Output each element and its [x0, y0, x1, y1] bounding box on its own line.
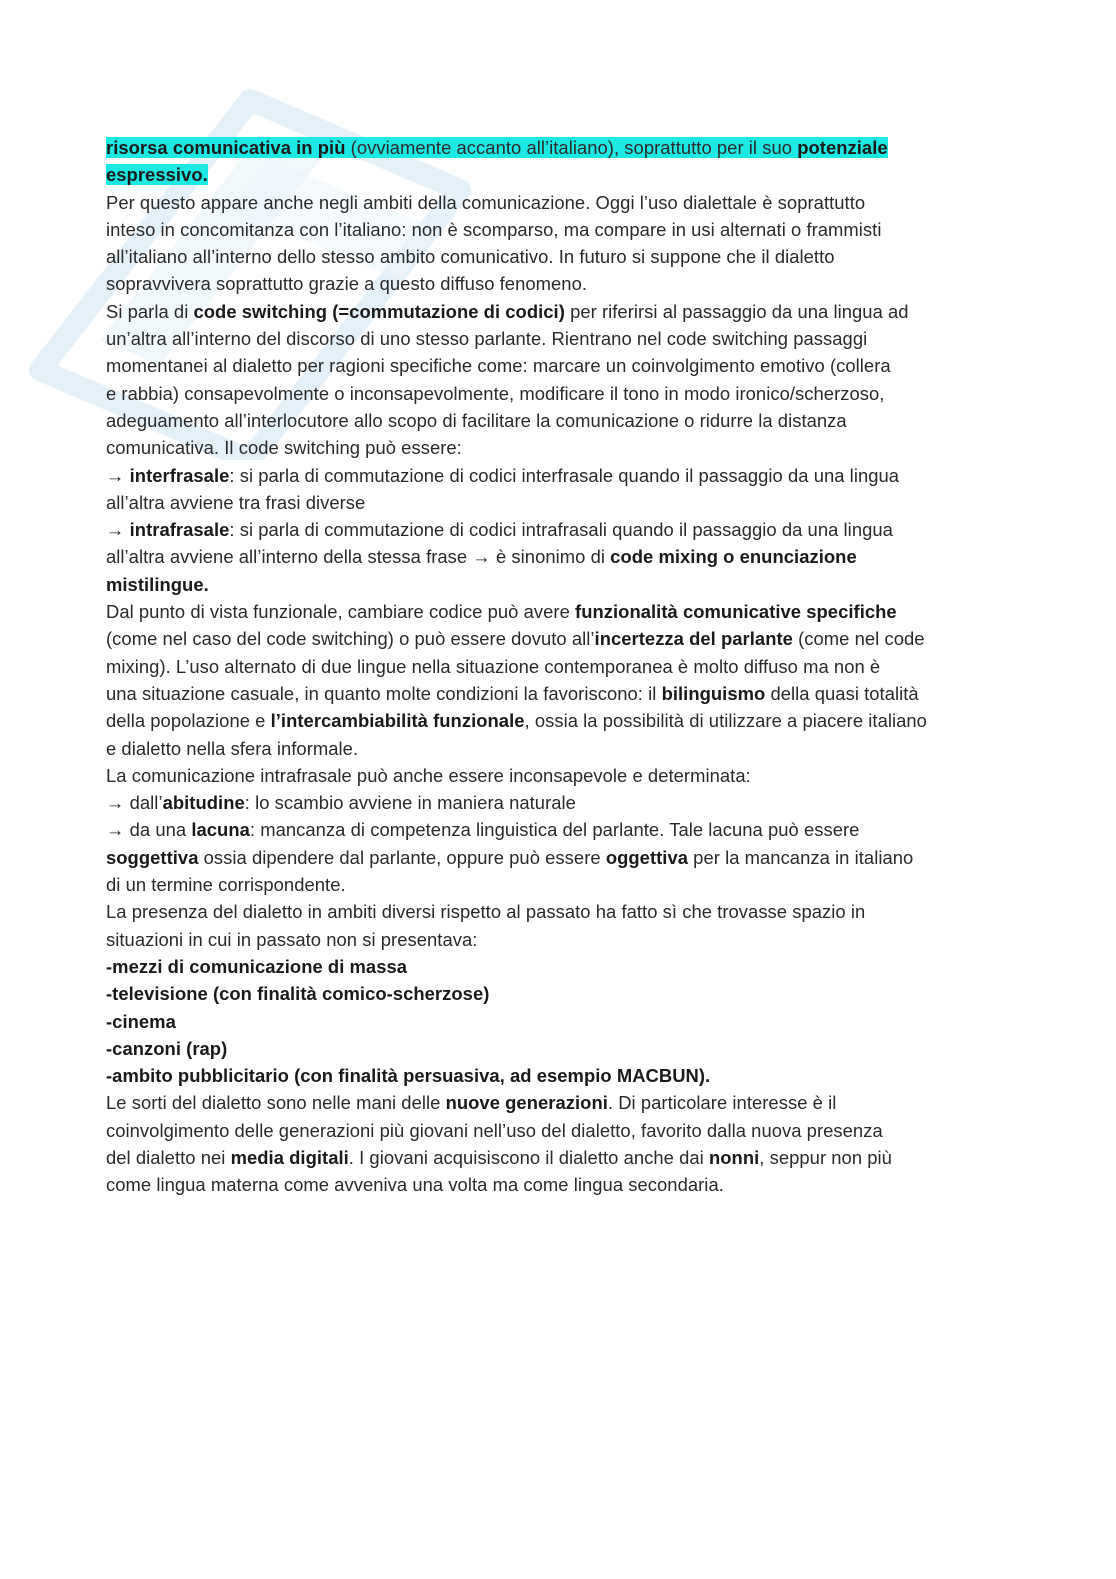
- document-body: [106, 134, 1011, 1199]
- bold-term: media digitali: [230, 1146, 349, 1168]
- bold-term: -cinema: [106, 1010, 176, 1032]
- list-item: [106, 1062, 1011, 1089]
- bold-term: soggettiva: [106, 846, 199, 868]
- text-span: una situazione casuale, in quanto molte condizioni la favoriscono: il: [106, 682, 662, 704]
- bold-term: code mixing o enunciazione: [610, 546, 857, 568]
- bold-term: lacuna: [191, 819, 250, 841]
- text-span: : si parla di commutazione di codici intrafrasali quando il passaggio da una lingua: [229, 519, 893, 541]
- text-span: per riferirsi al passaggio da una lingua ad: [564, 300, 909, 322]
- text-line: [106, 161, 1011, 188]
- text-line: [106, 625, 1011, 652]
- text-line: [106, 1144, 1011, 1171]
- text-line: sopravvivera soprattutto grazie a questo diffuso fenomeno.: [106, 273, 588, 295]
- text-line: [106, 298, 1011, 325]
- text-line: e dialetto nella sfera informale.: [106, 737, 359, 759]
- text-span: Le sorti del dialetto sono nelle mani delle: [106, 1092, 446, 1114]
- bold-term: interfrasale: [129, 464, 230, 486]
- text-line: [106, 598, 1011, 625]
- text-line: [106, 571, 1011, 598]
- arrow-icon: →: [472, 546, 491, 568]
- text-span: , seppur non più: [759, 1146, 892, 1168]
- text-span: del dialetto nei: [106, 1146, 231, 1168]
- bold-term: oggettiva: [605, 846, 689, 868]
- text-line: momentanei al dialetto per ragioni specifiche come: marcare un coinvolgimento emotivo (collera: [106, 355, 891, 377]
- bold-term: -canzoni (rap): [106, 1037, 228, 1059]
- text-span: : si parla di commutazione di codici interfrasale quando il passaggio da una lingua: [229, 464, 900, 486]
- text-span: (come nel code: [792, 628, 925, 650]
- text-line: Per questo appare anche negli ambiti della comunicazione. Oggi l’uso dialettale è soprattutto: [106, 191, 866, 213]
- text-line: [106, 516, 1011, 543]
- bold-term: incertezza del parlante: [594, 628, 793, 650]
- bold-term: intrafrasale: [129, 519, 230, 541]
- text-span: per la mancanza in italiano: [688, 846, 914, 868]
- bold-term: espressivo.: [106, 164, 208, 186]
- arrow-icon: →: [106, 819, 125, 841]
- text-span: : mancanza di competenza linguistica del parlante. Tale lacuna può essere: [249, 819, 860, 841]
- text-line: [106, 816, 1011, 843]
- text-span: ossia dipendere dal parlante, oppure può essere: [198, 846, 606, 868]
- text-line: comunicativa. Il code switching può essere:: [106, 437, 462, 459]
- text-span: (ovviamente accanto all’italiano), soprattutto per il suo: [345, 137, 798, 158]
- text-line: La presenza del dialetto in ambiti diversi rispetto al passato ha fatto sì che trovasse spazio in: [106, 901, 866, 923]
- text-line: situazioni in cui in passato non si presentava:: [106, 928, 478, 950]
- bold-term: risorsa comunicativa in più: [106, 137, 346, 158]
- text-line: e rabbia) consapevolmente o inconsapevolmente, modificare il tono in modo ironico/scherzoso,: [106, 382, 885, 404]
- list-item: [106, 953, 1011, 980]
- highlight-span: [106, 137, 888, 158]
- text-span: della quasi totalità: [765, 682, 919, 704]
- bold-term: nuove generazioni: [445, 1092, 608, 1114]
- text-line: mixing). L’uso alternato di due lingue nella situazione contemporanea è molto diffuso ma non è: [106, 655, 881, 677]
- text-span: all’altra avviene all’interno della stessa frase: [106, 546, 473, 568]
- bold-term: -mezzi di comunicazione di massa: [106, 955, 408, 977]
- text-line: inteso in concomitanza con l’italiano: non è scomparso, ma compare in usi alternati o frammisti: [106, 218, 882, 240]
- bold-term: funzionalità comunicative specifiche: [575, 601, 897, 623]
- text-line: [106, 707, 1011, 734]
- text-span: della popolazione e: [106, 710, 271, 732]
- bold-term: -ambito pubblicitario (con finalità persuasiva, ad esempio MACBUN).: [106, 1065, 711, 1087]
- text-line: di un termine corrispondente.: [106, 874, 346, 896]
- bold-term: abitudine: [162, 792, 245, 814]
- text-line: La comunicazione intrafrasale può anche essere inconsapevole e determinata:: [106, 764, 751, 786]
- text-span: Si parla di: [106, 300, 194, 322]
- bold-term: bilinguismo: [661, 682, 766, 704]
- list-item: [106, 980, 1011, 1007]
- bold-term: -televisione (con finalità comico-scherzose): [106, 983, 490, 1005]
- text-span: : lo scambio avviene in maniera naturale: [244, 792, 576, 814]
- text-line: [106, 462, 1011, 489]
- text-line: [106, 1089, 1011, 1116]
- text-line: adeguamento all’interlocutore allo scopo di facilitare la comunicazione o ridurre la distanza: [106, 409, 847, 431]
- list-item: [106, 1008, 1011, 1035]
- text-span: Dal punto di vista funzionale, cambiare codice può avere: [106, 601, 576, 623]
- text-line: all’altra avviene tra frasi diverse: [106, 491, 366, 513]
- highlight-span: [106, 164, 208, 185]
- bold-term: code switching (=commutazione di codici): [193, 300, 565, 322]
- bold-term: potenziale: [797, 137, 888, 158]
- text-line: [106, 844, 1011, 871]
- bold-term: nonni: [708, 1146, 760, 1168]
- bold-term: l’intercambiabilità funzionale: [270, 710, 525, 732]
- text-line: coinvolgimento delle generazioni più giovani nell’uso del dialetto, favorito dalla nuova presenza: [106, 1119, 883, 1141]
- arrow-icon: →: [106, 792, 125, 814]
- text-line: come lingua materna come avveniva una volta ma come lingua secondaria.: [106, 1174, 724, 1196]
- text-line: [106, 789, 1011, 816]
- text-span: è sinonimo di: [490, 546, 611, 568]
- list-item: [106, 1035, 1011, 1062]
- text-span: . Di particolare interesse è il: [607, 1092, 837, 1114]
- text-line: un’altra all’interno del discorso di uno stesso parlante. Rientrano nel code switching passaggi: [106, 328, 868, 350]
- bold-term: mistilingue.: [106, 573, 209, 595]
- text-line: [106, 543, 1011, 570]
- text-span: . I giovani acquisiscono il dialetto anche dai: [348, 1146, 709, 1168]
- text-span: (come nel caso del code switching) o può essere dovuto all’: [106, 628, 595, 650]
- arrow-icon: →: [106, 464, 125, 486]
- text-line: [106, 680, 1011, 707]
- text-span: dall’: [124, 792, 163, 814]
- text-span: da una: [124, 819, 192, 841]
- text-line: all’italiano all’interno dello stesso ambito comunicativo. In futuro si suppone che il dialetto: [106, 246, 835, 268]
- text-span: , ossia la possibilità di utilizzare a piacere italiano: [524, 710, 927, 732]
- text-line: [106, 134, 1011, 161]
- arrow-icon: →: [106, 519, 125, 541]
